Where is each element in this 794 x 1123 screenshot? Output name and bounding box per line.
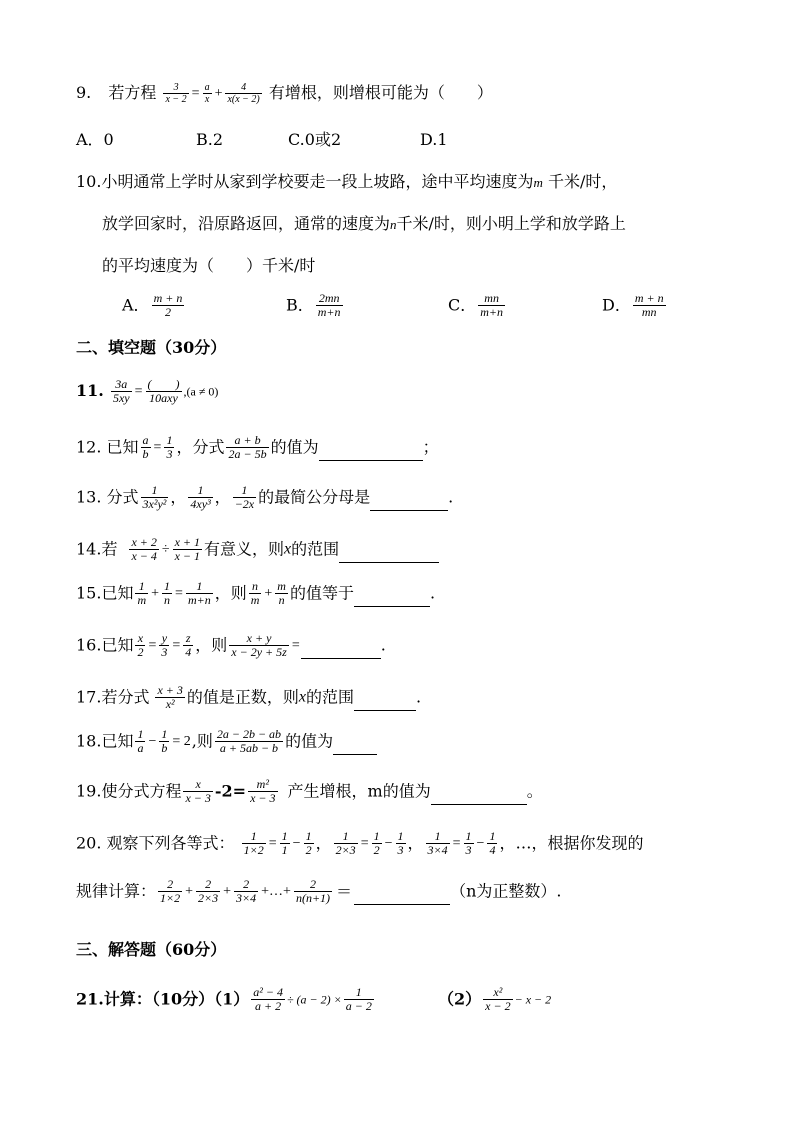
question-14: 14.若 $\frac{x + 2}{x - 4}$ ÷ $\frac{x + 1}{x - 1}$ 有意义，则x的范围 [76, 536, 439, 563]
option-b: B.2 [196, 130, 224, 149]
option-d: D． $\frac{m + n}{mn}$ [602, 291, 664, 319]
option-a: A．0 [76, 130, 114, 149]
question-17: 17.若分式 $\frac{x + 3}{\text{x²}}$ 的值是正数，则x的范围 . [76, 683, 422, 711]
answer-blank[interactable] [333, 740, 377, 755]
q9-fraction-2: $\frac{a}{x}$ [204, 82, 210, 105]
answer-blank[interactable] [354, 890, 450, 905]
question-10-line-3: 的平均速度为（ ）千米/时 [102, 256, 316, 275]
question-18: 18.已知 $\frac{1}{a}$ − $\frac{1}{b}$ = 2,则 $\frac{2a - 2b - ab}{a + 5ab - b}$ 的值为 [76, 728, 377, 755]
section-3-heading: 三、解答题（60分） [76, 940, 227, 959]
question-13: 13. 分式 $\frac{1}{\text{3x²y²}}$ ， $\frac{1}{\text{4xy³}}$ ， $\frac{1}{-2x}$ 的最简公分母是 . [76, 483, 454, 511]
question-9-text-post: 有增根，则增根可能为（ ） [268, 83, 493, 102]
option-a: A． $\frac{m + n}{2}$ [122, 291, 183, 319]
question-20-line-1: 20. 观察下列各等式： $\frac{1}{1\times 2}$ = $\frac{1}{1}$ − $\frac{1}{2}$ ， $\frac{1}{2\times 3}$ = $\frac{1}{2}$ − $\frac{1}{3}$ ， $\frac{1}{3\times 4}$ = $\frac{1}{3}$ − $\frac{1}{4}$ ，…，根据你发现的 [76, 829, 644, 857]
answer-blank[interactable] [431, 790, 527, 805]
var-n: n [390, 217, 397, 232]
answer-blank[interactable] [370, 496, 448, 511]
question-10-line-1: 10.小明通常上学时从家到学校要走一段上坡路，途中平均速度为m 千米/时， [76, 172, 618, 191]
question-9-label: 9. [76, 83, 92, 102]
answer-blank[interactable] [354, 696, 416, 711]
answer-blank[interactable] [339, 548, 439, 563]
option-d: D.1 [420, 130, 448, 149]
question-21: 21.计算：（10分）（1） $\frac{\text{a² − 4}}{a + 2}$ ÷ (a − 2) × $\frac{1}{a - 2}$ （2） $\frac{\text{x²}}{x - 2}$ − x − 2 [76, 985, 552, 1013]
q9-fraction-1: $\frac{3}{x - 2}$ [165, 82, 187, 105]
answer-blank[interactable] [301, 644, 381, 659]
option-c: C.0或2 [288, 130, 342, 149]
question-19: 19.使分式方程 $\frac{x}{x - 3}$ -2= $\frac{\text{m²}}{x - 3}$ 产生增根，m的值为 。 [76, 777, 543, 805]
question-11: 11. $\frac{3a}{5xy}$ = $\frac{( )}{\text{10axy}}$ ,(a ≠ 0) [76, 377, 219, 405]
section-2-heading: 二、填空题（30分） [76, 338, 227, 357]
option-c: C． $\frac{mn}{m+n}$ [448, 291, 504, 319]
var-m: m [533, 175, 543, 190]
question-20-line-2: 规律计算： $\frac{2}{1\times 2}$ + $\frac{2}{2\times 3}$ + $\frac{2}{3\times 4}$ +…+ $\frac{2}{n(n+1)}$ ＝ （n为正整数）. [76, 877, 562, 905]
question-9: 9. 若方程 $\frac{3}{x - 2}$ = $\frac{a}{x}$ + $\frac{4}{x(x - 2)}$ 有增根，则增根可能为（ ） [76, 82, 493, 105]
answer-blank[interactable] [354, 592, 430, 607]
option-b: B． $\frac{2mn}{m+n}$ [286, 291, 341, 319]
question-16: 16.已知 $\frac{x}{2}$ = $\frac{y}{3}$ = $\frac{z}{4}$ ，则 $\frac{x + y}{x - 2y + 5z}$ = . [76, 631, 386, 659]
q9-fraction-3: $\frac{4}{x(x - 2)}$ [227, 82, 260, 105]
question-10-line-2: 放学回家时，沿原路返回，通常的速度为n千米/时，则小明上学和放学路上 [102, 214, 626, 233]
question-15: 15.已知 $\frac{1}{m}$ + $\frac{1}{n}$ = $\frac{1}{m+n}$ ，则 $\frac{n}{m}$ + $\frac{m}{n}$ 的值等于 . [76, 579, 436, 607]
question-12: 12. 已知 $\frac{a}{b}$ = $\frac{1}{3}$ ，分式 $\frac{a + b}{2a - 5b}$ 的值为 ； [76, 433, 439, 461]
answer-blank[interactable] [319, 446, 423, 461]
question-9-text: 若方程 [108, 83, 157, 102]
